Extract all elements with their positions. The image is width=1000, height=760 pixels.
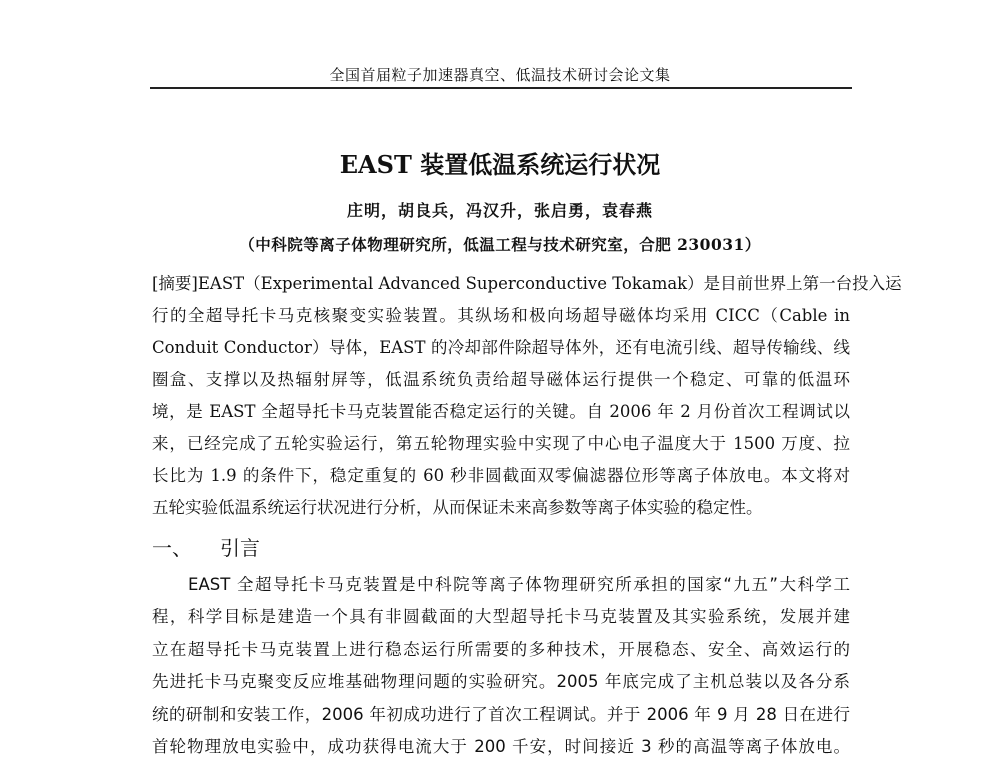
body-line: 先进托卡马克聚变反应堆基础物理问题的实验研究。2005 年底完成了主机总装以及各分系 xyxy=(152,672,850,691)
body-line: 立在超导托卡马克装置上进行稳态运行所需要的多种技术，开展稳态、安全、高效运行的 xyxy=(152,640,850,659)
abstract-line: [摘要]EAST（Experimental Advanced Superconductive Tokamak）是目前世界上第一台投入运 xyxy=(152,274,902,293)
running-head: 全国首届粒子加速器真空、低温技术研讨会论文集 xyxy=(329,66,671,84)
header-rule xyxy=(150,87,852,89)
abstract-line: 五轮实验低温系统运行状况进行分析，从而保证未来高参数等离子体实验的稳定性。 xyxy=(152,498,763,517)
body-line: 首轮物理放电实验中，成功获得电流大于 200 千安，时间接近 3 秒的高温等离子体放电。 xyxy=(152,737,850,756)
abstract-line: 长比为 1.9 的条件下，稳定重复的 60 秒非圆截面双零偏滤器位形等离子体放电。本文将对 xyxy=(152,466,850,485)
authors: 庄明，胡良兵，冯汉升，张启勇，袁春燕 xyxy=(346,201,653,220)
abstract-line: 来，已经完成了五轮实验运行，第五轮物理实验中实现了中心电子温度大于 1500 万度、拉 xyxy=(152,434,850,453)
paper-title: EAST 装置低温系统运行状况 xyxy=(339,150,661,179)
abstract-line: 行的全超导托卡马克核聚变实验装置。其纵场和极向场超导磁体均采用 CICC（Cable in xyxy=(152,306,850,325)
body-line: 统的研制和安装工作，2006 年初成功进行了首次工程调试。并于 2006 年 9 月 28 日在进行 xyxy=(152,705,850,724)
body-line: 程，科学目标是建造一个具有非圆截面的大型超导托卡马克装置及其实验系统，发展并建 xyxy=(152,607,850,626)
affiliation: （中科院等离子体物理研究所，低温工程与技术研究室，合肥 230031） xyxy=(239,235,761,254)
abstract-line: Conduit Conductor）导体，EAST 的冷却部件除超导体外，还有电流引线、超导传输线、线 xyxy=(152,338,850,357)
section-title: 引言 xyxy=(220,536,260,560)
section-heading xyxy=(152,532,288,561)
abstract-line: 境，是 EAST 全超导托卡马克装置能否稳定运行的关键。自 2006 年 2 月份首次工程调试以 xyxy=(152,402,850,421)
body-line: EAST 全超导托卡马克装置是中科院等离子体物理研究所承担的国家“九五”大科学工 xyxy=(152,575,850,594)
abstract-line: 圈盒、支撑以及热辐射屏等，低温系统负责给超导磁体运行提供一个稳定、可靠的低温环 xyxy=(152,370,850,389)
section-number: 一、 xyxy=(152,536,192,560)
